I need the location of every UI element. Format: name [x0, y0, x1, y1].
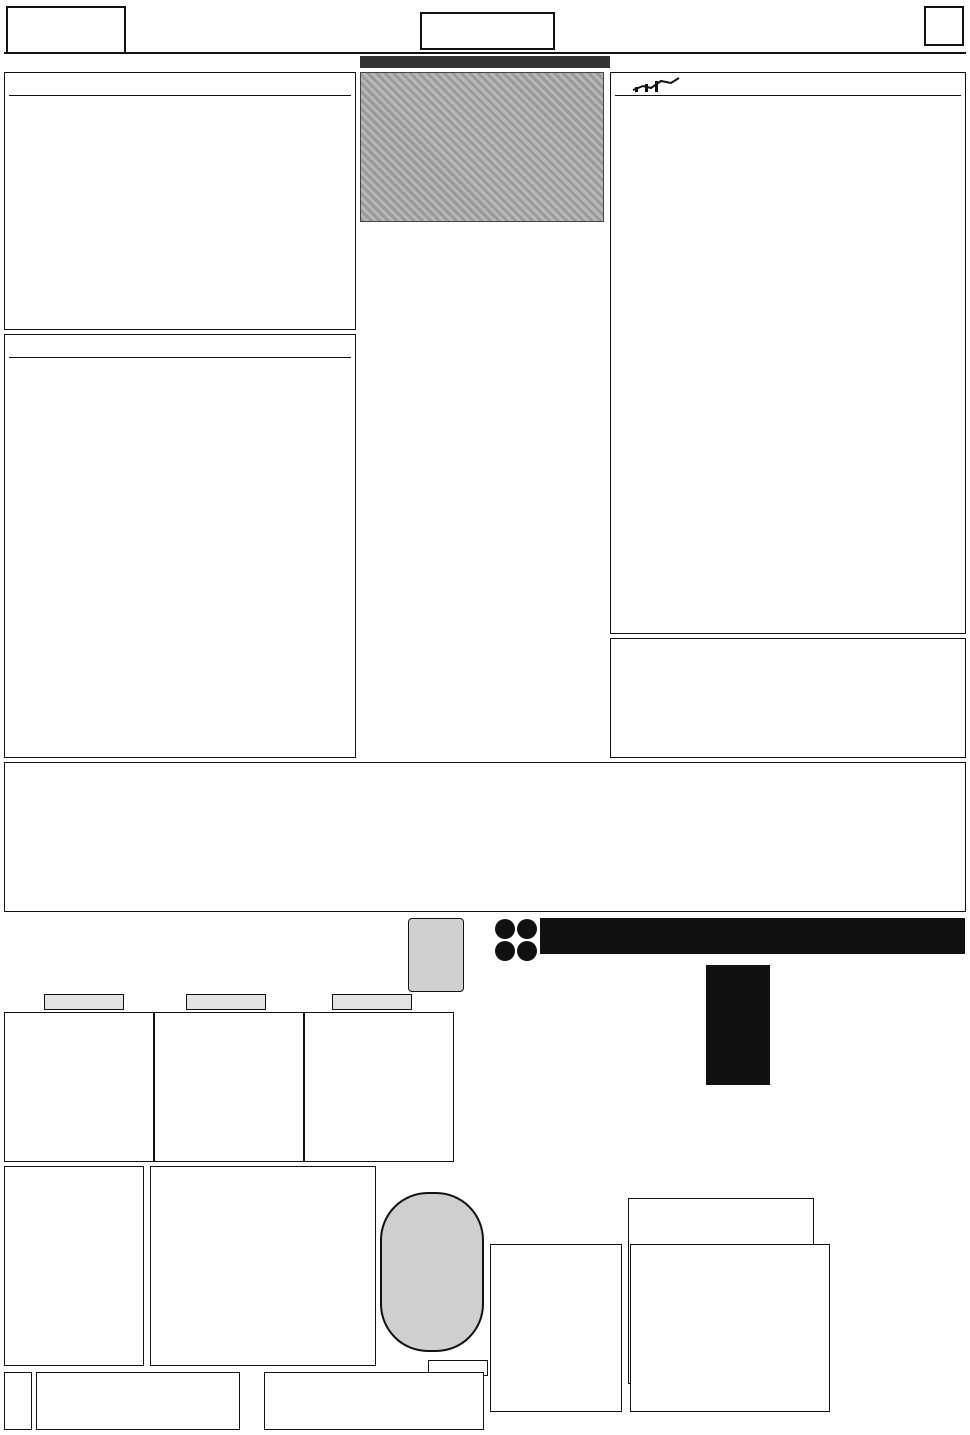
- sudoku-grid-medium[interactable]: [154, 1012, 304, 1162]
- currency-losses-article: [4, 762, 966, 912]
- kakuro-badge: [380, 1192, 484, 1352]
- poverty-article: [610, 72, 966, 634]
- poverty-text-col3: [615, 305, 785, 629]
- chart-up-icon: [631, 76, 681, 92]
- crossword-intro: [540, 918, 965, 954]
- kakuro-guide: [4, 1166, 144, 1366]
- page-number-frame: [924, 6, 964, 46]
- special-clue-block: [490, 958, 616, 1228]
- poverty-text-col2: [615, 99, 785, 299]
- sudoku-label-hard: [332, 994, 412, 1010]
- crossword-column-numbers: [628, 1186, 814, 1196]
- kakuro-side-label: [244, 1376, 262, 1428]
- kakuro-solution-grid: [264, 1372, 484, 1430]
- sudoku-label-medium: [186, 994, 266, 1010]
- sudoku-intro: [8, 922, 404, 958]
- crossword-logo: [494, 918, 538, 962]
- answer-side-label: [8, 1376, 30, 1428]
- sudoku-grid-easy[interactable]: [4, 1012, 154, 1162]
- parliament-text: [615, 665, 961, 753]
- poverty-text-col1: [791, 99, 961, 629]
- sudoku-grid-hard[interactable]: [304, 1012, 454, 1162]
- number-puzzle-solution: [36, 1372, 240, 1430]
- oil-minister-text: [9, 361, 351, 753]
- shariatmadari-text: [360, 276, 604, 756]
- across-clues: [776, 958, 966, 1108]
- losses-text: [11, 787, 961, 907]
- special-clues: [490, 958, 616, 1208]
- kakuro-guide-text: [5, 1173, 143, 1343]
- oil-minister-article: [4, 334, 356, 758]
- parliament-article: [610, 638, 966, 758]
- section-title: [420, 12, 555, 50]
- shariatmadari-photo: [360, 72, 604, 222]
- previous-crossword-solution-grid-2: [630, 1244, 830, 1412]
- kakuro-grid[interactable]: [150, 1166, 376, 1366]
- newspaper-logo: [6, 6, 126, 54]
- sudoku-label-easy: [44, 994, 124, 1010]
- crossword-clue-block: [776, 958, 966, 1218]
- shariatmadari-caption: [360, 244, 604, 274]
- masthead-strip: [360, 56, 610, 68]
- header-rule: [4, 52, 966, 54]
- china-russia-text: [9, 99, 351, 325]
- previous-crossword-solution-grid: [490, 1244, 622, 1412]
- china-russia-article: [4, 72, 356, 330]
- crossword-number-badge: [706, 965, 770, 1085]
- sudoku-badge: [408, 918, 464, 992]
